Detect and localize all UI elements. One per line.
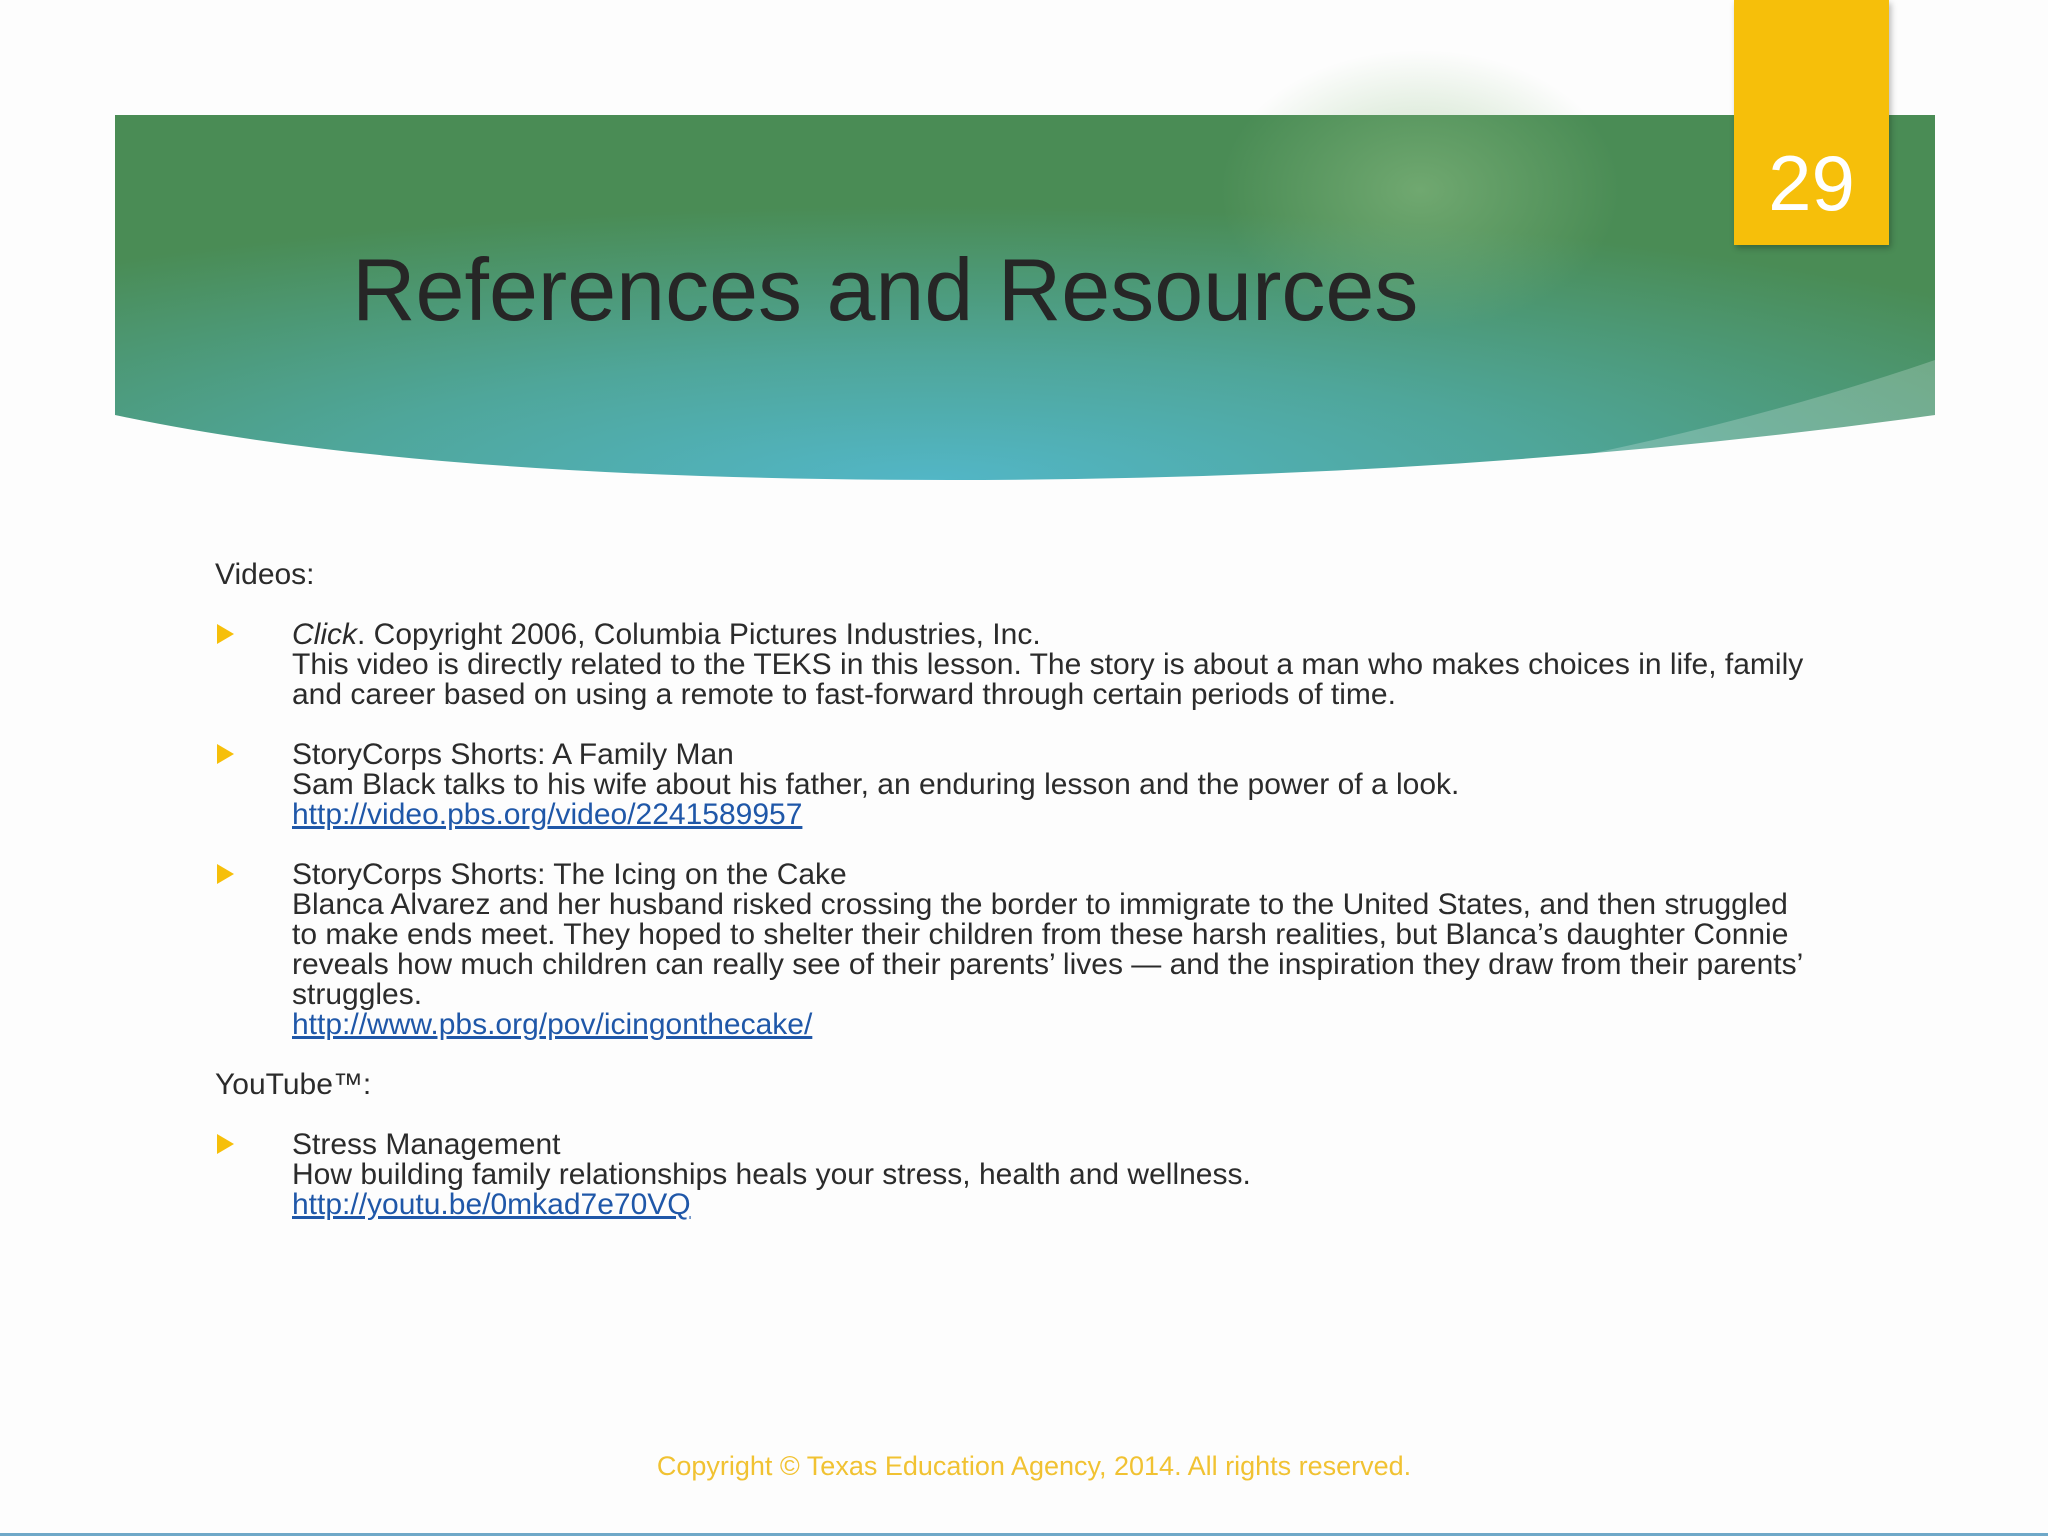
page-title: References and Resources <box>352 240 1419 339</box>
video-title-italic: Click <box>292 618 357 651</box>
video-description: Sam Black talks to his wife about his father, an enduring lesson and the power of a look. <box>292 768 1460 801</box>
video-item-family-man <box>215 740 1815 830</box>
youtube-item-stress-management <box>215 1130 1815 1220</box>
video-link[interactable]: http://video.pbs.org/video/2241589957 <box>292 798 803 831</box>
video-description: Blanca Alvarez and her husband risked crossing the border to immigrate to the United States, and then struggled to make ends meet. They hoped to shelter their children from these harsh realities, but Blanca’s daughter Connie reveals how much children can really see of their parents’ lives — and the inspiration they draw from their parents’ struggles. <box>292 888 1803 1011</box>
video-link[interactable]: http://www.pbs.org/pov/icingonthecake/ <box>292 1008 813 1041</box>
youtube-link[interactable]: http://youtu.be/0mkad7e70VQ <box>292 1188 691 1221</box>
video-item-icing-on-the-cake <box>215 860 1815 1040</box>
videos-heading: Videos: <box>215 558 315 591</box>
page-number: 29 <box>1768 139 1855 227</box>
youtube-description: How building family relationships heals your stress, health and wellness. <box>292 1158 1251 1191</box>
triangle-bullet-icon <box>217 624 234 644</box>
video-title: StoryCorps Shorts: A Family Man <box>292 738 734 771</box>
video-title: StoryCorps Shorts: The Icing on the Cake <box>292 858 847 891</box>
youtube-heading: YouTube™: <box>215 1068 372 1101</box>
video-item-click <box>215 620 1815 710</box>
page-number-badge <box>1734 0 1889 245</box>
youtube-title: Stress Management <box>292 1128 561 1161</box>
video-title <box>292 620 1815 650</box>
triangle-bullet-icon <box>217 744 234 764</box>
triangle-bullet-icon <box>217 1134 234 1154</box>
copyright-footer: Copyright © Texas Education Agency, 2014. All rights reserved. <box>656 1451 1412 1481</box>
references-content <box>215 560 1815 1220</box>
triangle-bullet-icon <box>217 864 234 884</box>
video-description: This video is directly related to the TEKS in this lesson. The story is about a man who makes choices in life, family and career based on using a remote to fast-forward through certain periods of time. <box>292 648 1804 711</box>
video-title-rest: . Copyright 2006, Columbia Pictures Industries, Inc. <box>357 618 1041 651</box>
